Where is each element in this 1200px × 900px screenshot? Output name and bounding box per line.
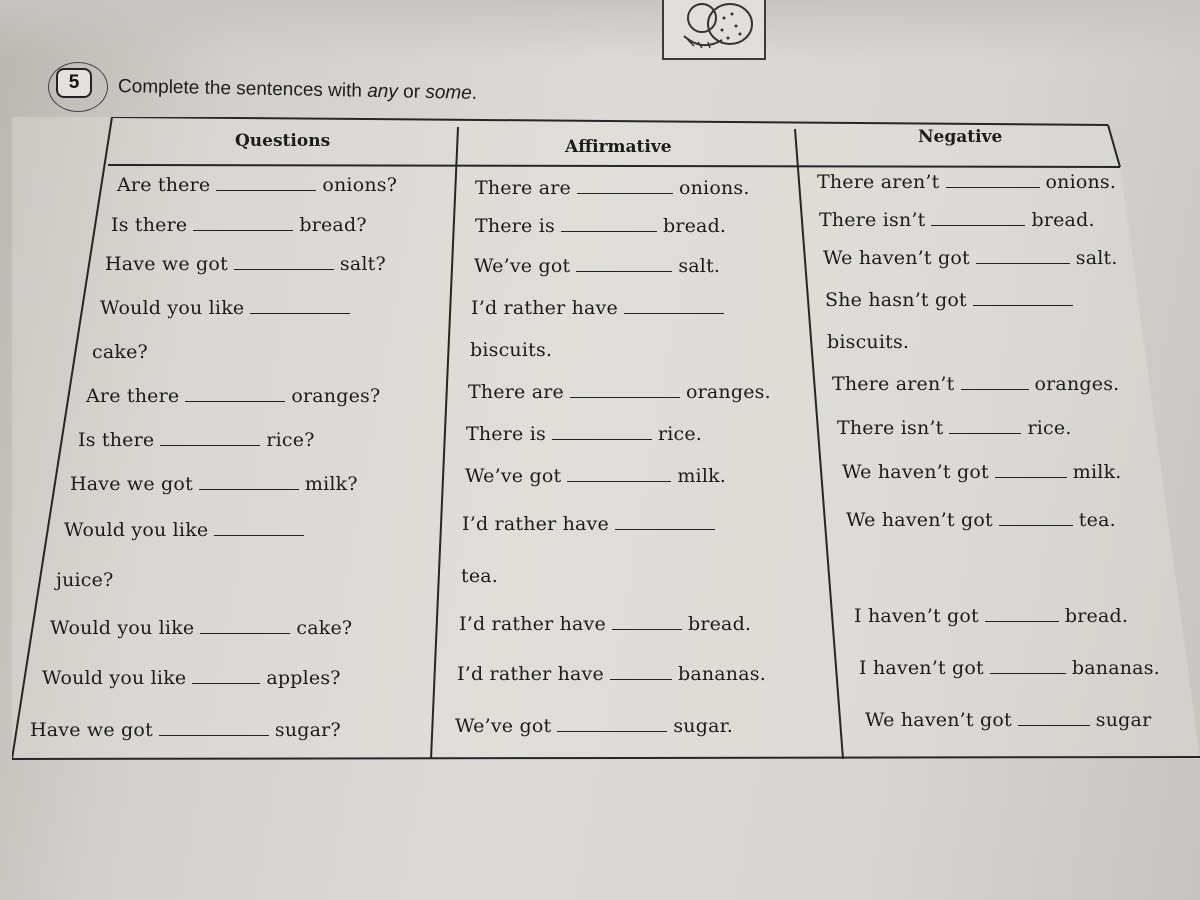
- question-sentence-start: Are there: [117, 174, 211, 196]
- negative-sentence-end: salt.: [1075, 247, 1118, 269]
- affirmative-sentence-end: bananas.: [677, 663, 766, 685]
- affirmative-sentence-end: salt.: [678, 255, 721, 277]
- affirmative-sentence-start: I’d rather have: [462, 513, 609, 535]
- fruit-illustration: [662, 0, 766, 60]
- affirmative-sentence-start: I’d rather have: [457, 663, 604, 685]
- negative-sentence-start: She hasn’t got: [825, 289, 967, 311]
- question-sentence-start: Would you like: [100, 297, 245, 319]
- affirmative-answer-blank[interactable]: [576, 258, 672, 272]
- affirmative-answer-blank[interactable]: [552, 426, 652, 440]
- affirmative-sentence: [475, 215, 726, 237]
- header-negative: Negative: [918, 127, 1003, 147]
- negative-sentence-end: sugar: [1095, 709, 1152, 731]
- affirmative-sentence: [466, 423, 702, 445]
- negative-sentence-start: There isn’t: [819, 209, 926, 231]
- question-sentence-start: Have we got: [70, 473, 193, 495]
- word-or: or: [397, 81, 426, 103]
- affirmative-answer-blank[interactable]: [577, 180, 673, 194]
- affirmative-sentence: [471, 297, 730, 319]
- affirmative-sentence-end: onions.: [678, 177, 750, 199]
- question-sentence-end: onions?: [322, 174, 398, 196]
- exercise-instruction: [118, 76, 477, 105]
- question-sentence: [100, 297, 356, 319]
- negative-sentence-end: oranges.: [1034, 373, 1120, 395]
- affirmative-sentence: [470, 339, 552, 361]
- negative-sentence-end: milk.: [1072, 461, 1122, 483]
- negative-sentence: [832, 373, 1119, 395]
- question-sentence: [30, 719, 341, 741]
- question-sentence: [50, 617, 352, 639]
- question-sentence-end: rice?: [266, 429, 315, 451]
- question-sentence: [56, 569, 113, 591]
- affirmative-sentence: [462, 513, 721, 535]
- negative-answer-blank[interactable]: [931, 212, 1025, 226]
- question-sentence-end: apples?: [266, 667, 341, 689]
- negative-sentence-end: rice.: [1027, 417, 1072, 439]
- header-questions: Questions: [235, 131, 331, 151]
- question-sentence-end: oranges?: [291, 385, 381, 407]
- negative-answer-blank[interactable]: [985, 608, 1059, 622]
- question-answer-blank[interactable]: [192, 670, 260, 684]
- affirmative-answer-blank[interactable]: [624, 300, 724, 314]
- question-sentence-end: bread?: [299, 214, 367, 236]
- affirmative-sentence-start: We’ve got: [455, 715, 552, 737]
- negative-sentence-start: I haven’t got: [854, 605, 979, 627]
- affirmative-sentence-start: tea.: [461, 565, 499, 587]
- affirmative-answer-blank[interactable]: [557, 718, 667, 732]
- fruit-icon: [664, 0, 764, 58]
- negative-sentence-start: I haven’t got: [859, 657, 984, 679]
- instruction-text: Complete the sentences with: [117, 76, 368, 102]
- question-sentence-start: Would you like: [42, 667, 187, 689]
- negative-answer-blank[interactable]: [961, 376, 1029, 390]
- affirmative-sentence: [457, 663, 766, 685]
- negative-sentence-start: There isn’t: [837, 417, 944, 439]
- question-answer-blank[interactable]: [199, 476, 299, 490]
- question-answer-blank[interactable]: [160, 432, 260, 446]
- negative-sentence: [823, 247, 1118, 269]
- negative-sentence: [827, 331, 909, 353]
- affirmative-sentence: [475, 177, 750, 199]
- affirmative-answer-blank[interactable]: [612, 616, 682, 630]
- affirmative-sentence-start: biscuits.: [470, 339, 553, 361]
- affirmative-sentence-end: bread.: [662, 215, 727, 237]
- question-sentence: [70, 473, 358, 495]
- negative-sentence-end: tea.: [1078, 509, 1116, 531]
- question-sentence: [117, 174, 397, 196]
- question-sentence-start: Are there: [86, 385, 180, 407]
- question-sentence-start: Would you like: [64, 519, 209, 541]
- negative-answer-blank[interactable]: [1018, 712, 1090, 726]
- negative-sentence-end: onions.: [1045, 171, 1117, 193]
- question-sentence: [64, 519, 310, 541]
- question-sentence: [86, 385, 380, 407]
- affirmative-sentence: [468, 381, 771, 403]
- affirmative-sentence-end: rice.: [657, 423, 703, 445]
- negative-answer-blank[interactable]: [949, 420, 1021, 434]
- negative-sentence: [859, 657, 1160, 679]
- negative-sentence-end: bread.: [1031, 209, 1095, 231]
- affirmative-sentence-start: There are: [475, 177, 571, 199]
- negative-sentence: [837, 417, 1072, 439]
- word-some: some: [425, 81, 472, 104]
- negative-sentence-start: We haven’t got: [846, 509, 993, 531]
- question-sentence-start: cake?: [92, 341, 148, 363]
- question-sentence: [92, 341, 148, 363]
- affirmative-answer-blank[interactable]: [567, 468, 671, 482]
- affirmative-sentence-start: We’ve got: [474, 255, 571, 277]
- affirmative-sentence-end: milk.: [677, 465, 727, 487]
- affirmative-sentence: [455, 715, 733, 737]
- negative-answer-blank[interactable]: [999, 512, 1073, 526]
- question-answer-blank[interactable]: [200, 620, 290, 634]
- question-sentence-start: Have we got: [105, 253, 228, 275]
- negative-answer-blank[interactable]: [946, 174, 1040, 188]
- question-sentence-start: juice?: [56, 569, 114, 591]
- question-sentence-end: milk?: [304, 473, 358, 495]
- affirmative-sentence: [474, 255, 720, 277]
- question-sentence: [111, 214, 367, 236]
- negative-sentence-start: We haven’t got: [865, 709, 1012, 731]
- question-sentence-start: Is there: [78, 429, 155, 451]
- affirmative-sentence-start: I’d rather have: [471, 297, 618, 319]
- question-sentence: [105, 253, 386, 275]
- affirmative-sentence: [465, 465, 726, 487]
- negative-sentence: [825, 289, 1079, 311]
- affirmative-sentence-start: There is: [475, 215, 555, 237]
- negative-sentence-start: There aren’t: [817, 171, 940, 193]
- question-answer-blank[interactable]: [216, 177, 316, 191]
- affirmative-sentence: [459, 613, 751, 635]
- negative-answer-blank[interactable]: [995, 464, 1067, 478]
- affirmative-answer-blank[interactable]: [570, 384, 680, 398]
- exercise-table: [12, 117, 1200, 762]
- instruction-end: .: [471, 82, 478, 104]
- question-sentence: [42, 667, 341, 689]
- negative-sentence: [819, 209, 1095, 231]
- question-answer-blank[interactable]: [185, 388, 285, 402]
- affirmative-sentence-start: We’ve got: [465, 465, 562, 487]
- question-sentence: [78, 429, 315, 451]
- affirmative-answer-blank[interactable]: [610, 666, 672, 680]
- question-sentence-start: Would you like: [50, 617, 195, 639]
- affirmative-sentence-end: sugar.: [673, 715, 734, 737]
- affirmative-answer-blank[interactable]: [561, 218, 657, 232]
- word-any: any: [367, 80, 399, 103]
- question-answer-blank[interactable]: [250, 300, 350, 314]
- header-affirmative: Affirmative: [565, 137, 672, 157]
- question-sentence-end: sugar?: [274, 719, 341, 741]
- question-answer-blank[interactable]: [234, 256, 334, 270]
- negative-sentence-start: We haven’t got: [823, 247, 970, 269]
- question-sentence-start: Is there: [111, 214, 188, 236]
- affirmative-sentence-end: oranges.: [685, 381, 771, 403]
- affirmative-sentence: [461, 565, 498, 587]
- negative-sentence: [854, 605, 1128, 627]
- page-shadow: [0, 0, 1200, 60]
- negative-answer-blank[interactable]: [976, 250, 1070, 264]
- negative-sentence-end: bananas.: [1071, 657, 1160, 679]
- negative-sentence-end: bread.: [1064, 605, 1129, 627]
- affirmative-sentence-start: There is: [466, 423, 546, 445]
- affirmative-sentence-start: There are: [468, 381, 564, 403]
- question-sentence-start: Have we got: [30, 719, 153, 741]
- negative-answer-blank[interactable]: [973, 292, 1073, 306]
- question-sentence-end: cake?: [296, 617, 353, 639]
- negative-sentence: [842, 461, 1122, 483]
- affirmative-answer-blank[interactable]: [615, 516, 715, 530]
- negative-sentence: [846, 509, 1116, 531]
- question-answer-blank[interactable]: [214, 522, 304, 536]
- negative-sentence-start: We haven’t got: [842, 461, 989, 483]
- question-answer-blank[interactable]: [159, 722, 269, 736]
- affirmative-sentence-end: bread.: [687, 613, 752, 635]
- affirmative-sentence-start: I’d rather have: [459, 613, 606, 635]
- exercise-number: 5: [56, 68, 92, 98]
- question-sentence-end: salt?: [339, 253, 386, 275]
- negative-sentence-start: There aren’t: [832, 373, 955, 395]
- negative-sentence: [865, 709, 1151, 731]
- negative-sentence: [817, 171, 1116, 193]
- negative-sentence-start: biscuits.: [827, 331, 910, 353]
- question-answer-blank[interactable]: [193, 217, 293, 231]
- negative-answer-blank[interactable]: [990, 660, 1066, 674]
